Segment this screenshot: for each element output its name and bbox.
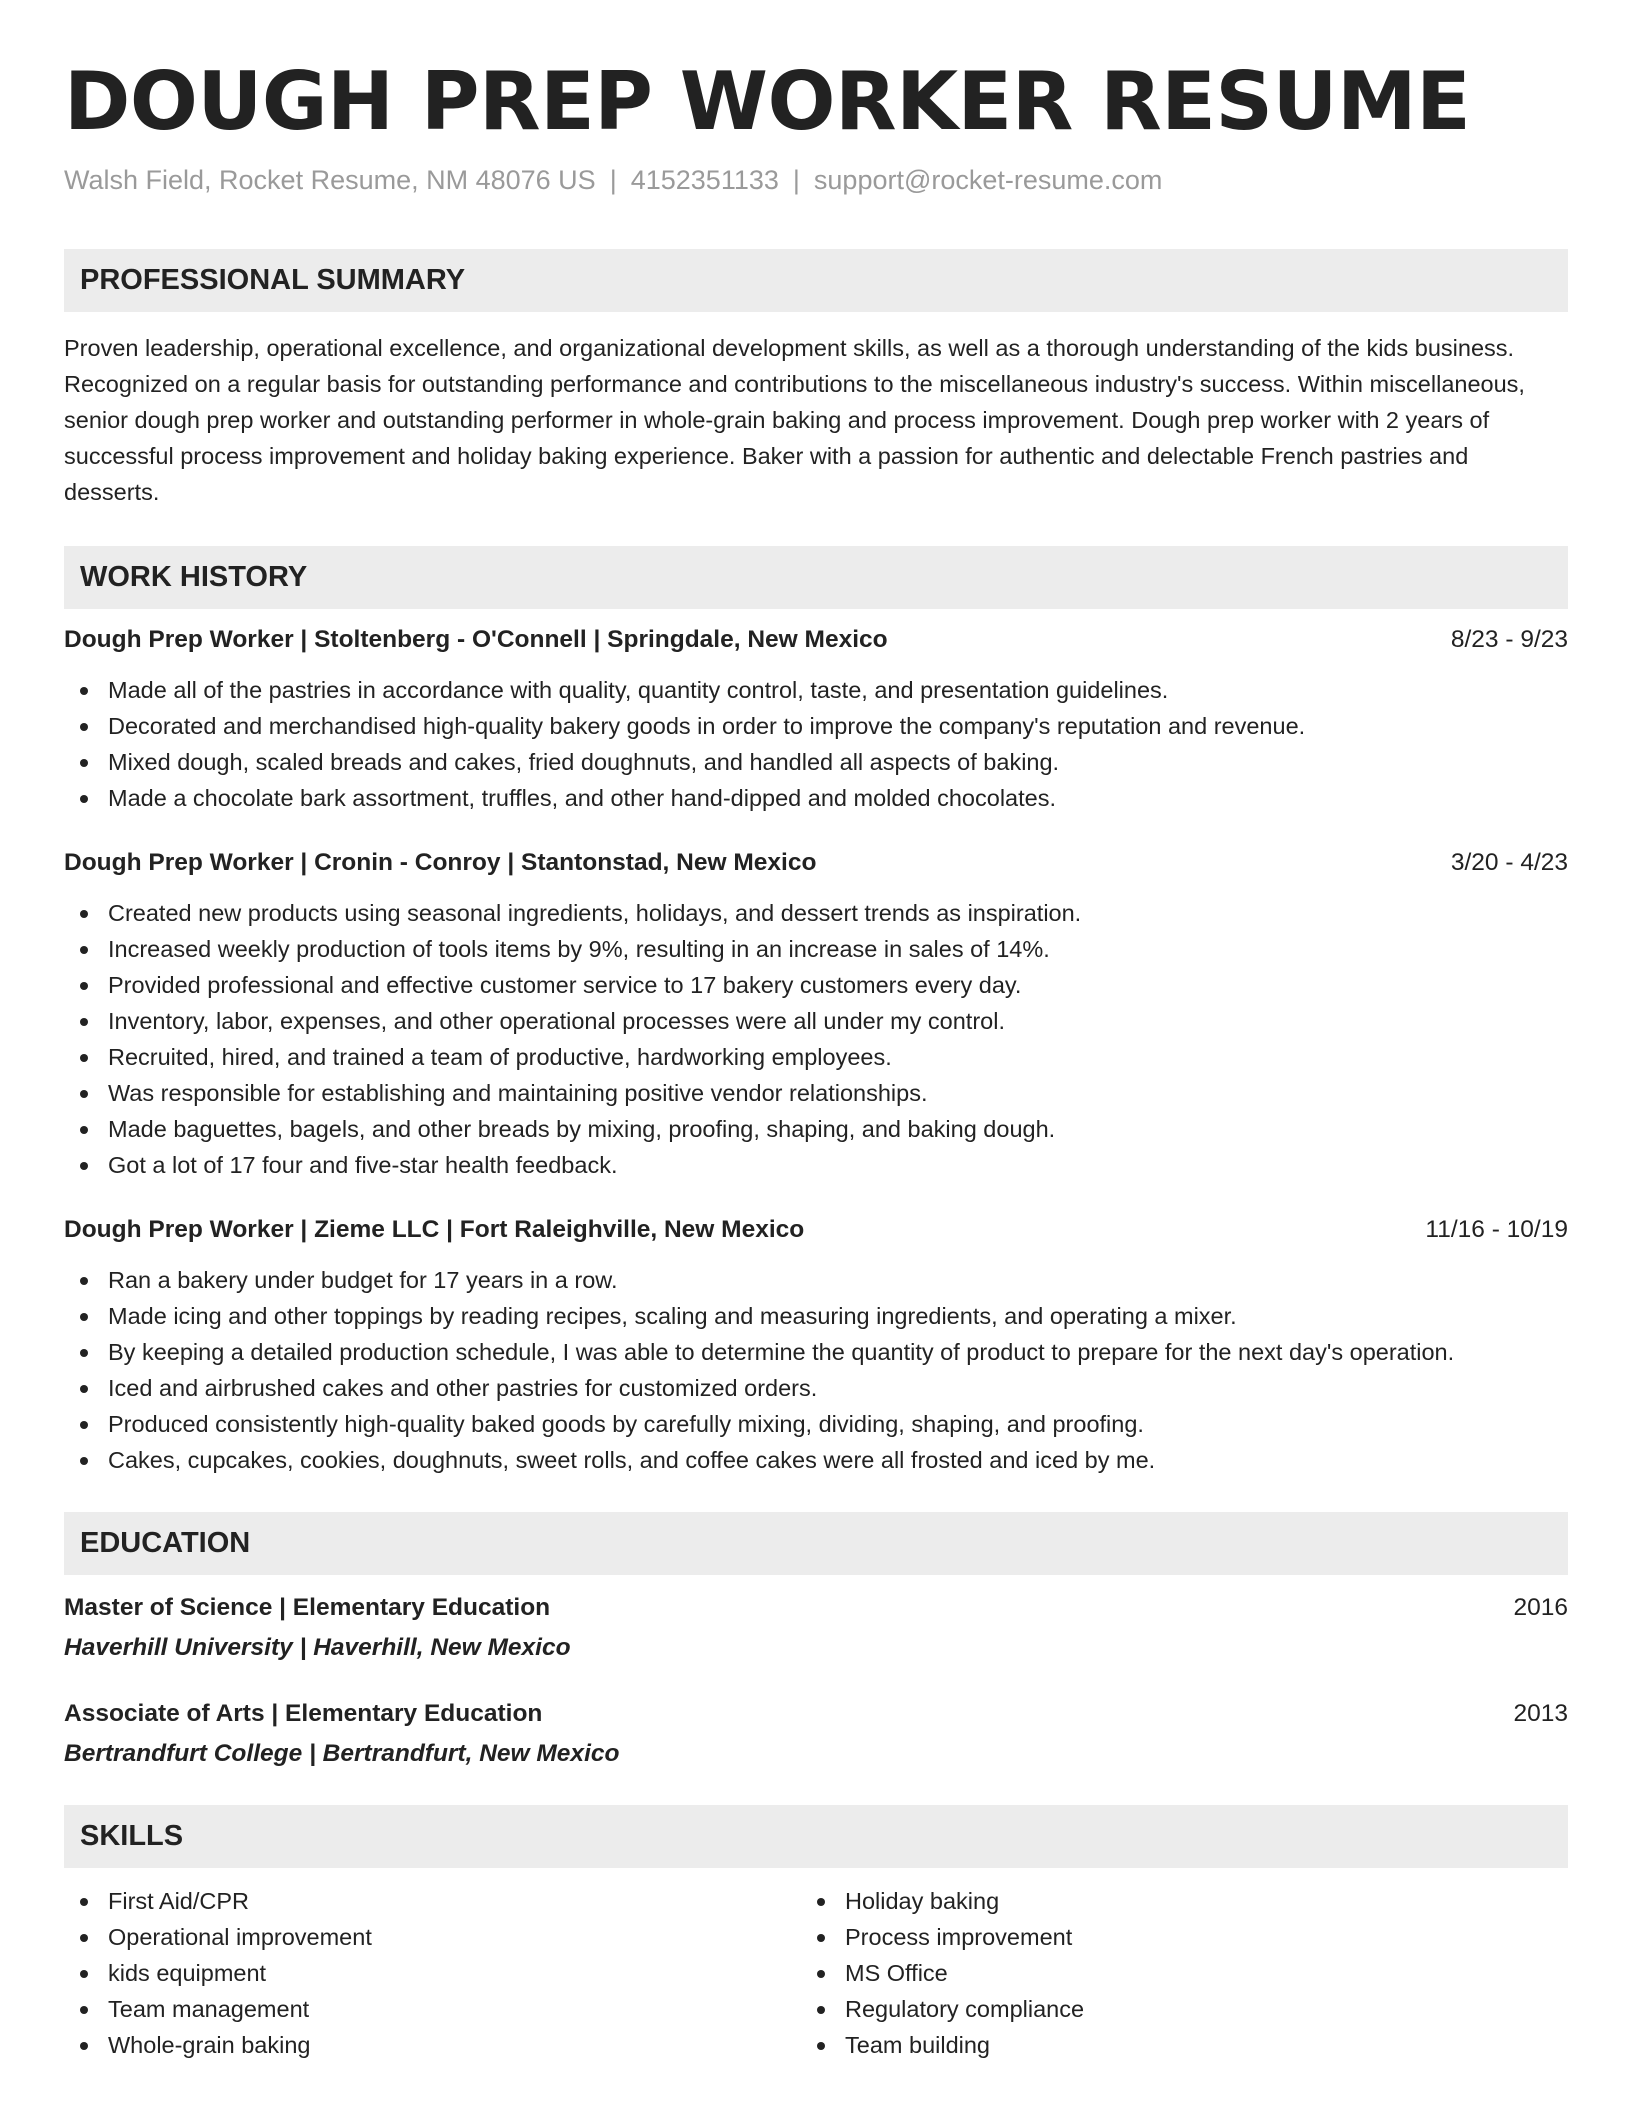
- resume-title: DOUGH PREP WORKER RESUME: [64, 55, 1471, 148]
- education-degree: Master of Science | Elementary Education: [64, 1594, 551, 1621]
- list-item: [108, 1991, 801, 2027]
- education-school: Bertrandfurt College | Bertrandfurt, New Mexico: [64, 1740, 620, 1767]
- bullet-icon: [80, 1349, 88, 1357]
- list-item: [108, 1039, 1568, 1075]
- job-dates: 11/16 - 10/19: [1425, 1216, 1568, 1243]
- contact-phone: 4152351133: [630, 165, 779, 195]
- list-item: [108, 744, 1568, 780]
- bullet-text: By keeping a detailed production schedule, I was able to determine the quantity of product to prepare for the next day's operation.: [108, 1339, 1455, 1365]
- skill-text: Operational improvement: [108, 1924, 372, 1950]
- list-item: [108, 1883, 801, 1919]
- bullet-icon: [817, 2042, 825, 2050]
- skill-text: Whole-grain baking: [108, 2032, 311, 2058]
- list-item: [108, 1003, 1568, 1039]
- bullet-icon: [80, 795, 88, 803]
- education-year: 2013: [1513, 1700, 1568, 1727]
- skills-bullets: [64, 1883, 801, 2063]
- education-year: 2016: [1513, 1594, 1568, 1621]
- skill-text: First Aid/CPR: [108, 1888, 250, 1914]
- bullet-text: Mixed dough, scaled breads and cakes, fried doughnuts, and handled all aspects of baking.: [108, 749, 1060, 775]
- skills-list: [64, 1883, 1568, 2063]
- bullet-icon: [80, 759, 88, 767]
- list-item: [108, 1442, 1568, 1478]
- list-item: [108, 1147, 1568, 1183]
- bullet-icon: [80, 1970, 88, 1978]
- bullet-icon: [80, 1090, 88, 1098]
- education-entry: [64, 1697, 1568, 1771]
- bullet-text: Made a chocolate bark assortment, truffles, and other hand-dipped and molded chocolates.: [108, 785, 1056, 811]
- section-header-education: EDUCATION: [64, 1512, 1568, 1575]
- education-header: [64, 1697, 1568, 1731]
- job-title: Dough Prep Worker | Stoltenberg - O'Connell | Springdale, New Mexico: [64, 626, 888, 653]
- education-degree: Associate of Arts | Elementary Education: [64, 1700, 543, 1727]
- job-dates: 8/23 - 9/23: [1450, 626, 1568, 653]
- list-item: [845, 2027, 1538, 2063]
- bullet-icon: [80, 1126, 88, 1134]
- skill-text: Team management: [108, 1996, 310, 2022]
- bullet-icon: [80, 910, 88, 918]
- contact-line: [64, 162, 1568, 198]
- list-item: [108, 1919, 801, 1955]
- skill-text: Process improvement: [845, 1924, 1073, 1950]
- list-item: [108, 672, 1568, 708]
- bullet-text: Made all of the pastries in accordance with quality, quantity control, taste, and presentation guidelines.: [108, 677, 1169, 703]
- job-entry: [64, 846, 1568, 1183]
- bullet-text: Got a lot of 17 four and five-star health feedback.: [108, 1152, 618, 1178]
- list-item: [108, 1111, 1568, 1147]
- list-item: [108, 1406, 1568, 1442]
- education-school: Haverhill University | Haverhill, New Mexico: [64, 1634, 571, 1661]
- section-header-summary: PROFESSIONAL SUMMARY: [64, 249, 1568, 312]
- bullet-text: Cakes, cupcakes, cookies, doughnuts, sweet rolls, and coffee cakes were all frosted and iced by me.: [108, 1447, 1156, 1473]
- bullet-icon: [80, 982, 88, 990]
- list-item: [108, 780, 1568, 816]
- bullet-icon: [817, 1934, 825, 1942]
- section-header-skills: SKILLS: [64, 1805, 1568, 1868]
- contact-address: Walsh Field, Rocket Resume, NM 48076 US: [64, 165, 596, 195]
- bullet-icon: [80, 687, 88, 695]
- job-entry: [64, 623, 1568, 816]
- job-title: Dough Prep Worker | Zieme LLC | Fort Raleighville, New Mexico: [64, 1216, 805, 1243]
- list-item: [108, 931, 1568, 967]
- bullet-icon: [80, 1421, 88, 1429]
- bullet-icon: [817, 2006, 825, 2014]
- list-item: [845, 1991, 1538, 2027]
- bullet-icon: [80, 2006, 88, 2014]
- list-item: [108, 895, 1568, 931]
- bullet-icon: [80, 1277, 88, 1285]
- list-item: [108, 1334, 1568, 1370]
- bullet-icon: [80, 1898, 88, 1906]
- bullet-text: Iced and airbrushed cakes and other pastries for customized orders.: [108, 1375, 818, 1401]
- bullet-icon: [817, 1970, 825, 1978]
- education-header: [64, 1591, 1568, 1625]
- bullet-text: Ran a bakery under budget for 17 years in a row.: [108, 1267, 618, 1293]
- skill-text: MS Office: [845, 1960, 948, 1986]
- list-item: [845, 1919, 1538, 1955]
- bullet-icon: [80, 1313, 88, 1321]
- job-header: [64, 846, 1568, 880]
- list-item: [108, 1075, 1568, 1111]
- list-item: [108, 1262, 1568, 1298]
- bullet-icon: [80, 1162, 88, 1170]
- bullet-text: Provided professional and effective customer service to 17 bakery customers every day.: [108, 972, 1022, 998]
- bullet-text: Created new products using seasonal ingredients, holidays, and dessert trends as inspiration.: [108, 900, 1082, 926]
- job-bullets: [64, 672, 1568, 816]
- skills-column-left: [64, 1883, 801, 2063]
- contact-separator: |: [609, 165, 617, 195]
- list-item: [108, 967, 1568, 1003]
- education-entry: [64, 1591, 1568, 1665]
- bullet-text: Decorated and merchandised high-quality bakery goods in order to improve the company's reputation and revenue.: [108, 713, 1306, 739]
- list-item: [108, 1955, 801, 1991]
- list-item: [845, 1955, 1538, 1991]
- bullet-icon: [80, 1054, 88, 1062]
- skill-text: Holiday baking: [845, 1888, 1000, 1914]
- bullet-icon: [80, 1018, 88, 1026]
- skill-text: kids equipment: [108, 1960, 267, 1986]
- skill-text: Regulatory compliance: [845, 1996, 1085, 2022]
- skill-text: Team building: [845, 2032, 991, 2058]
- bullet-text: Recruited, hired, and trained a team of productive, hardworking employees.: [108, 1044, 892, 1070]
- list-item: [108, 1298, 1568, 1334]
- list-item: [108, 1370, 1568, 1406]
- skills-bullets: [801, 1883, 1538, 2063]
- bullet-text: Made icing and other toppings by reading recipes, scaling and measuring ingredients, and operating a mixer.: [108, 1303, 1237, 1329]
- job-bullets: [64, 1262, 1568, 1478]
- bullet-icon: [80, 723, 88, 731]
- contact-separator: |: [792, 165, 800, 195]
- bullet-icon: [80, 946, 88, 954]
- bullet-icon: [80, 1934, 88, 1942]
- bullet-icon: [80, 2042, 88, 2050]
- bullet-text: Produced consistently high-quality baked goods by carefully mixing, dividing, shaping, and proofing.: [108, 1411, 1144, 1437]
- bullet-icon: [80, 1457, 88, 1465]
- job-dates: 3/20 - 4/23: [1450, 849, 1568, 876]
- job-bullets: [64, 895, 1568, 1183]
- list-item: [845, 1883, 1538, 1919]
- bullet-text: Increased weekly production of tools items by 9%, resulting in an increase in sales of 14%.: [108, 936, 1050, 962]
- list-item: [108, 2027, 801, 2063]
- list-item: [108, 708, 1568, 744]
- section-header-work-history: WORK HISTORY: [64, 546, 1568, 609]
- bullet-icon: [80, 1385, 88, 1393]
- contact-email: support@rocket-resume.com: [813, 165, 1163, 195]
- bullet-text: Made baguettes, bagels, and other breads by mixing, proofing, shaping, and baking dough.: [108, 1116, 1056, 1142]
- summary-text: Proven leadership, operational excellence, and organizational development skills, as well as a thorough understanding of the kids business. Recognized on a regular basis for outstanding performance and contributions to the miscellaneous industry's success. Within miscellaneous, senior dough prep worker and outstanding performer in whole-grain baking and process improvement. Dough prep worker with 2 years of successful process improvement and holiday baking experience. Baker with a passion for authentic and delectable French pastries and desserts.: [64, 335, 1525, 505]
- job-entry: [64, 1213, 1568, 1478]
- bullet-icon: [817, 1898, 825, 1906]
- bullet-text: Was responsible for establishing and maintaining positive vendor relationships.: [108, 1080, 928, 1106]
- job-title: Dough Prep Worker | Cronin - Conroy | Stantonstad, New Mexico: [64, 849, 817, 876]
- skills-column-right: [801, 1883, 1538, 2063]
- bullet-text: Inventory, labor, expenses, and other operational processes were all under my control.: [108, 1008, 1005, 1034]
- job-header: [64, 623, 1568, 657]
- job-header: [64, 1213, 1568, 1247]
